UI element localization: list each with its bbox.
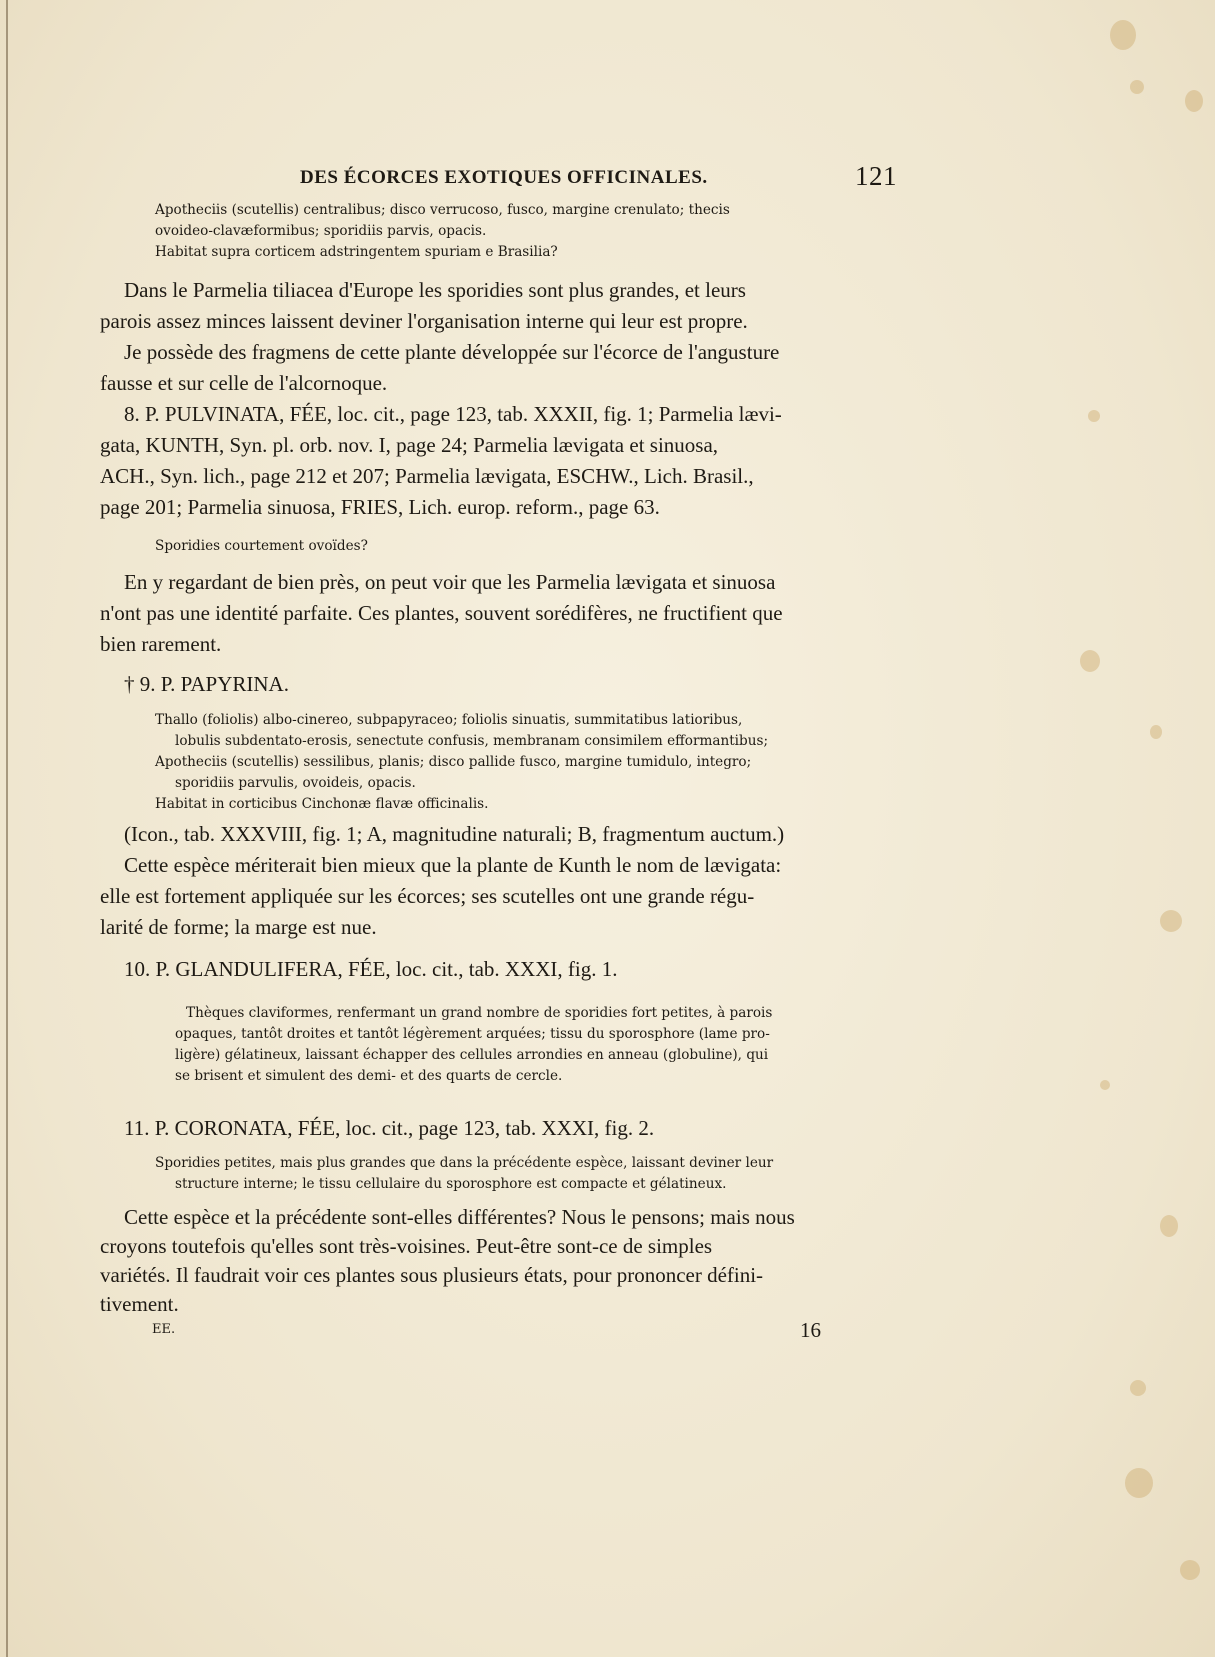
text-line: elle est fortement appliquée sur les écorces; ses scutelles ont une grande régu-	[100, 884, 755, 908]
text-line: sporidiis parvulis, ovoideis, opacis.	[175, 775, 416, 791]
signature-number: 16	[800, 1318, 821, 1342]
text-line: se brisent et simulent des demi- et des quarts de cercle.	[175, 1068, 563, 1084]
text-line: tivement.	[100, 1292, 179, 1316]
foxing-stain	[1160, 910, 1182, 932]
foxing-stain	[1100, 1080, 1110, 1090]
binding-edge	[6, 0, 8, 1657]
foxing-stain	[1180, 1560, 1200, 1580]
text-line: Apotheciis (scutellis) centralibus; disco verrucoso, fusco, margine crenulato; thecis	[155, 202, 730, 218]
foxing-stain	[1130, 1380, 1146, 1396]
text-line: Sporidies petites, mais plus grandes que dans la précédente espèce, laissant deviner leur	[155, 1155, 774, 1171]
foxing-stain	[1150, 725, 1162, 739]
page-number: 121	[855, 161, 897, 191]
text-line: parois assez minces laissent deviner l'organisation interne qui leur est propre.	[100, 309, 748, 333]
text-line: Sporidies courtement ovoïdes?	[155, 538, 368, 554]
text-line: bien rarement.	[100, 632, 222, 656]
text-line: Habitat supra corticem adstringentem spuriam e Brasilia?	[155, 244, 558, 260]
foxing-stain	[1185, 90, 1203, 112]
foxing-stain	[1160, 1215, 1178, 1237]
text-line: ligère) gélatineux, laissant échapper des cellules arrondies en anneau (globuline), qui	[175, 1047, 769, 1063]
foxing-stain	[1110, 20, 1136, 50]
text-line: 11. P. CORONATA, FÉE, loc. cit., page 123, tab. XXXI, fig. 2.	[124, 1116, 655, 1140]
foxing-stain	[1080, 650, 1100, 672]
text-line: Thallo (foliolis) albo-cinereo, subpapyraceo; foliolis sinuatis, summitatibus latioribus,	[155, 712, 743, 728]
text-line: gata, KUNTH, Syn. pl. orb. nov. I, page 24; Parmelia lævigata et sinuosa,	[100, 433, 719, 457]
running-header	[300, 163, 900, 193]
text-line: 8. P. PULVINATA, FÉE, loc. cit., page 123, tab. XXXII, fig. 1; Parmelia lævi-	[124, 402, 782, 426]
text-line: croyons toutefois qu'elles sont très-voisines. Peut-être sont-ce de simples	[100, 1234, 713, 1258]
text-line: Apotheciis (scutellis) sessilibus, planis; disco pallide fusco, margine tumidulo, integro;	[155, 754, 752, 770]
text-line: En y regardant de bien près, on peut voir que les Parmelia lævigata et sinuosa	[124, 570, 776, 594]
text-line: Cette espèce mériterait bien mieux que la plante de Kunth le nom de lævigata:	[124, 853, 782, 877]
text-line: page 201; Parmelia sinuosa, FRIES, Lich. europ. reform., page 63.	[100, 495, 660, 519]
text-line: Cette espèce et la précédente sont-elles différentes? Nous le pensons; mais nous	[124, 1205, 795, 1229]
foxing-stain	[1130, 80, 1144, 94]
text-line: ACH., Syn. lich., page 212 et 207; Parmelia lævigata, ESCHW., Lich. Brasil.,	[100, 464, 754, 488]
text-line: Habitat in corticibus Cinchonæ flavæ officinalis.	[155, 796, 489, 812]
text-line: (Icon., tab. XXXVIII, fig. 1; A, magnitudine naturali; B, fragmentum auctum.)	[124, 822, 785, 846]
running-title: DES ÉCORCES EXOTIQUES OFFICINALES.	[300, 167, 708, 188]
text-line: † 9. P. PAPYRINA.	[124, 672, 289, 696]
text-line: variétés. Il faudrait voir ces plantes sous plusieurs états, pour prononcer défini-	[100, 1263, 764, 1287]
text-line: structure interne; le tissu cellulaire du sporosphore est compacte et gélatineux.	[175, 1176, 727, 1192]
text-line: lobulis subdentato-erosis, senectute confusis, membranam consimilem efformantibus;	[175, 733, 769, 749]
foxing-stain	[1088, 410, 1100, 422]
printer-signature: EE.	[152, 1322, 176, 1337]
text-line: opaques, tantôt droites et tantôt légèrement arquées; tissu du sporosphore (lame pro-	[175, 1026, 770, 1042]
text-line: ovoideo-clavæformibus; sporidiis parvis, opacis.	[155, 223, 487, 239]
text-line: fausse et sur celle de l'alcornoque.	[100, 371, 388, 395]
text-line: n'ont pas une identité parfaite. Ces plantes, souvent sorédifères, ne fructifient que	[100, 601, 783, 625]
foxing-stain	[1125, 1468, 1153, 1498]
text-line: Dans le Parmelia tiliacea d'Europe les sporidies sont plus grandes, et leurs	[124, 278, 746, 302]
text-line: larité de forme; la marge est nue.	[100, 915, 377, 939]
text-line: Thèques claviformes, renfermant un grand nombre de sporidies fort petites, à parois	[186, 1005, 773, 1021]
text-line: 10. P. GLANDULIFERA, FÉE, loc. cit., tab. XXXI, fig. 1.	[124, 957, 618, 981]
text-line: Je possède des fragmens de cette plante développée sur l'écorce de l'angusture	[124, 340, 780, 364]
